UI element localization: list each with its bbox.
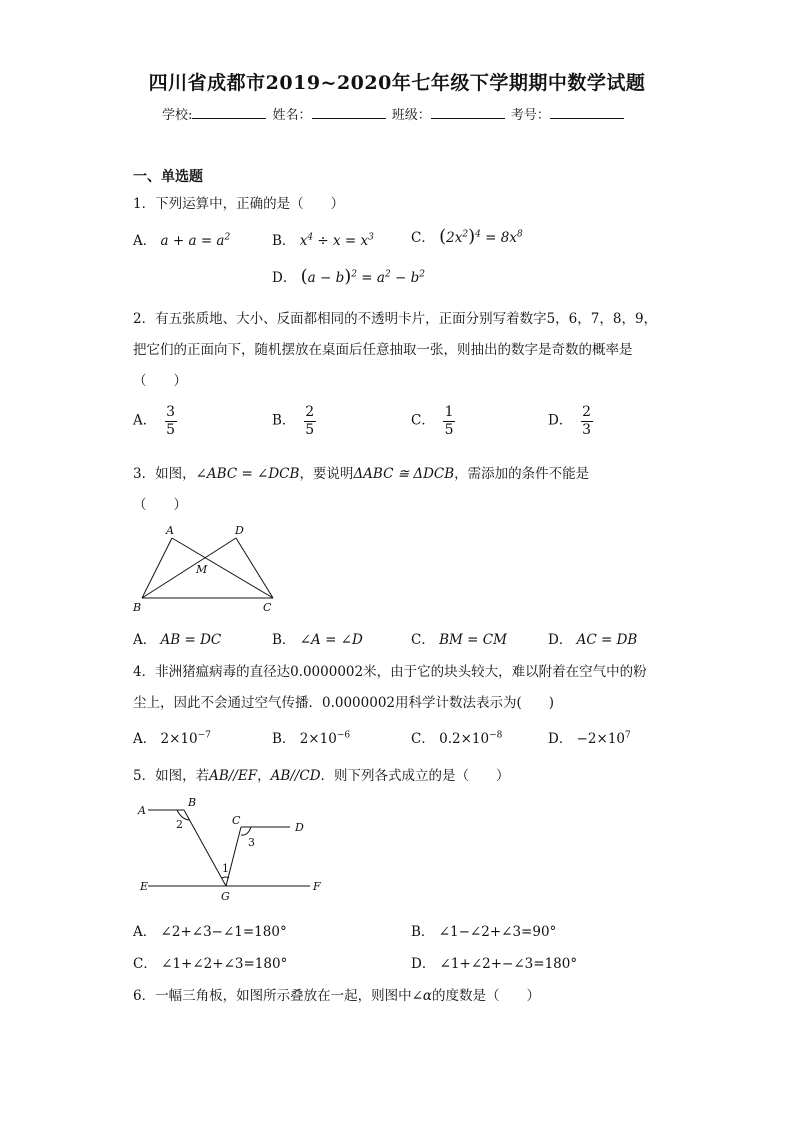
q2-option-d xyxy=(548,405,593,437)
q2-option-a xyxy=(133,405,177,437)
school-label: 学校: xyxy=(162,108,193,123)
angle-3-label: 3 xyxy=(248,836,255,849)
angle-1-label: 1 xyxy=(222,862,229,875)
label-e: E xyxy=(140,880,149,893)
question-1-stem: 1．下列运算中，正确的是（ ） xyxy=(133,196,345,212)
fraction: $\frac{1}{5}$ xyxy=(444,404,454,438)
option-label: A． xyxy=(133,412,157,429)
label-c: C xyxy=(263,601,272,614)
q3-figure xyxy=(128,520,288,616)
q1-option-a xyxy=(133,229,230,249)
page-title: 四川省成都市2019~2020年七年级下学期期中数学试题 xyxy=(148,72,646,94)
label-b: B xyxy=(133,601,142,614)
q2-option-b xyxy=(272,405,316,437)
q4-option-a: A． $2\times 10^{-7}$ xyxy=(133,730,211,747)
question-3-line-2: （ ） xyxy=(133,497,187,513)
q1-option-c xyxy=(411,226,523,247)
q5-option-a: A． ∠2+∠3−∠1=180° xyxy=(133,924,287,940)
option-label: B． xyxy=(272,412,296,429)
q4-option-c: C． $0.2\times 10^{-8}$ xyxy=(411,730,503,747)
q3-option-b: B． ∠A = ∠D xyxy=(272,632,363,648)
class-label: 班级： xyxy=(391,108,431,123)
question-5-stem: 5．如图，若AB//EF，AB//CD．则下列各式成立的是（ ） xyxy=(133,768,510,784)
q5-option-d: D． ∠1+∠2+−∠3=180° xyxy=(411,956,578,972)
label-b: B xyxy=(188,796,197,809)
fraction: $\frac{2}{5}$ xyxy=(305,404,315,438)
question-4-line-1: 4．非洲猪瘟病毒的直径达0.0000002米，由于它的块头较大，难以附着在空气中的粉 xyxy=(133,664,647,680)
student-info-line xyxy=(162,104,626,123)
label-a: A xyxy=(166,524,174,537)
label-a: A xyxy=(138,804,146,817)
q3-option-c: C． BM = CM xyxy=(411,632,507,648)
q1-option-d-math: $(a - b)^2 = a^2 - b^2$ xyxy=(300,266,425,287)
q4-option-d: D． $-2\times 10^7$ xyxy=(548,730,631,747)
q5-option-b: B． ∠1−∠2+∠3=90° xyxy=(411,924,557,940)
label-g: G xyxy=(221,890,230,902)
name-label: 姓名： xyxy=(272,108,312,123)
option-label: B． xyxy=(272,233,296,249)
number-blank[interactable] xyxy=(550,106,624,119)
label-m: M xyxy=(196,563,208,576)
q2-option-c xyxy=(411,405,455,437)
label-d: D xyxy=(235,524,244,537)
section-heading: 一、单选题 xyxy=(133,169,203,185)
option-label: D． xyxy=(548,412,573,429)
option-label: C． xyxy=(411,230,435,246)
q5-option-c: C． ∠1+∠2+∠3=180° xyxy=(133,956,288,972)
label-d: D xyxy=(295,821,304,834)
q5-figure xyxy=(130,794,330,902)
label-f: F xyxy=(313,880,321,893)
option-label: C． xyxy=(411,412,435,429)
q3-option-a: A． AB = DC xyxy=(133,632,222,648)
q1-option-c-math: $(2x^2)^4 = 8x^8$ xyxy=(439,226,523,247)
question-2-line-3: （ ） xyxy=(133,373,187,389)
number-label: 考号： xyxy=(510,108,550,123)
school-blank[interactable] xyxy=(192,106,266,119)
q1-option-b-math: $x^4 \div x = x^3$ xyxy=(299,232,374,249)
class-blank[interactable] xyxy=(431,106,505,119)
label-c: C xyxy=(232,814,241,827)
option-label: A． xyxy=(133,233,157,249)
question-4-line-2: 尘上，因此不会通过空气传播．0.0000002用科学计数法表示为( ) xyxy=(133,695,555,711)
q1-option-a-math: $a + a = a^2$ xyxy=(160,232,231,249)
fraction: $\frac{3}{5}$ xyxy=(166,404,175,438)
question-2-line-2: 把它们的正面向下，随机摆放在桌面后任意抽取一张，则抽出的数字是奇数的概率是 xyxy=(133,342,633,358)
option-label: D． xyxy=(272,270,297,286)
question-6-stem: 6．一幅三角板，如图所示叠放在一起，则图中∠α的度数是（ ） xyxy=(133,988,541,1004)
q1-option-b xyxy=(272,229,374,249)
q3-option-d: D． AC = DB xyxy=(548,632,638,648)
question-3-stem: 3．如图，∠ABC = ∠DCB，要说明ΔABC ≅ ΔDCB，需添加的条件不能是 xyxy=(133,466,590,482)
question-2-line-1: 2．有五张质地、大小、反面都相同的不透明卡片，正面分别写着数字5，6，7，8，9， xyxy=(133,311,658,327)
q4-option-b: B． $2\times 10^{-6}$ xyxy=(272,730,351,747)
fraction: $\frac{2}{3}$ xyxy=(582,404,592,438)
name-blank[interactable] xyxy=(312,106,386,119)
angle-2-label: 2 xyxy=(176,818,183,831)
q1-option-d xyxy=(272,266,425,287)
